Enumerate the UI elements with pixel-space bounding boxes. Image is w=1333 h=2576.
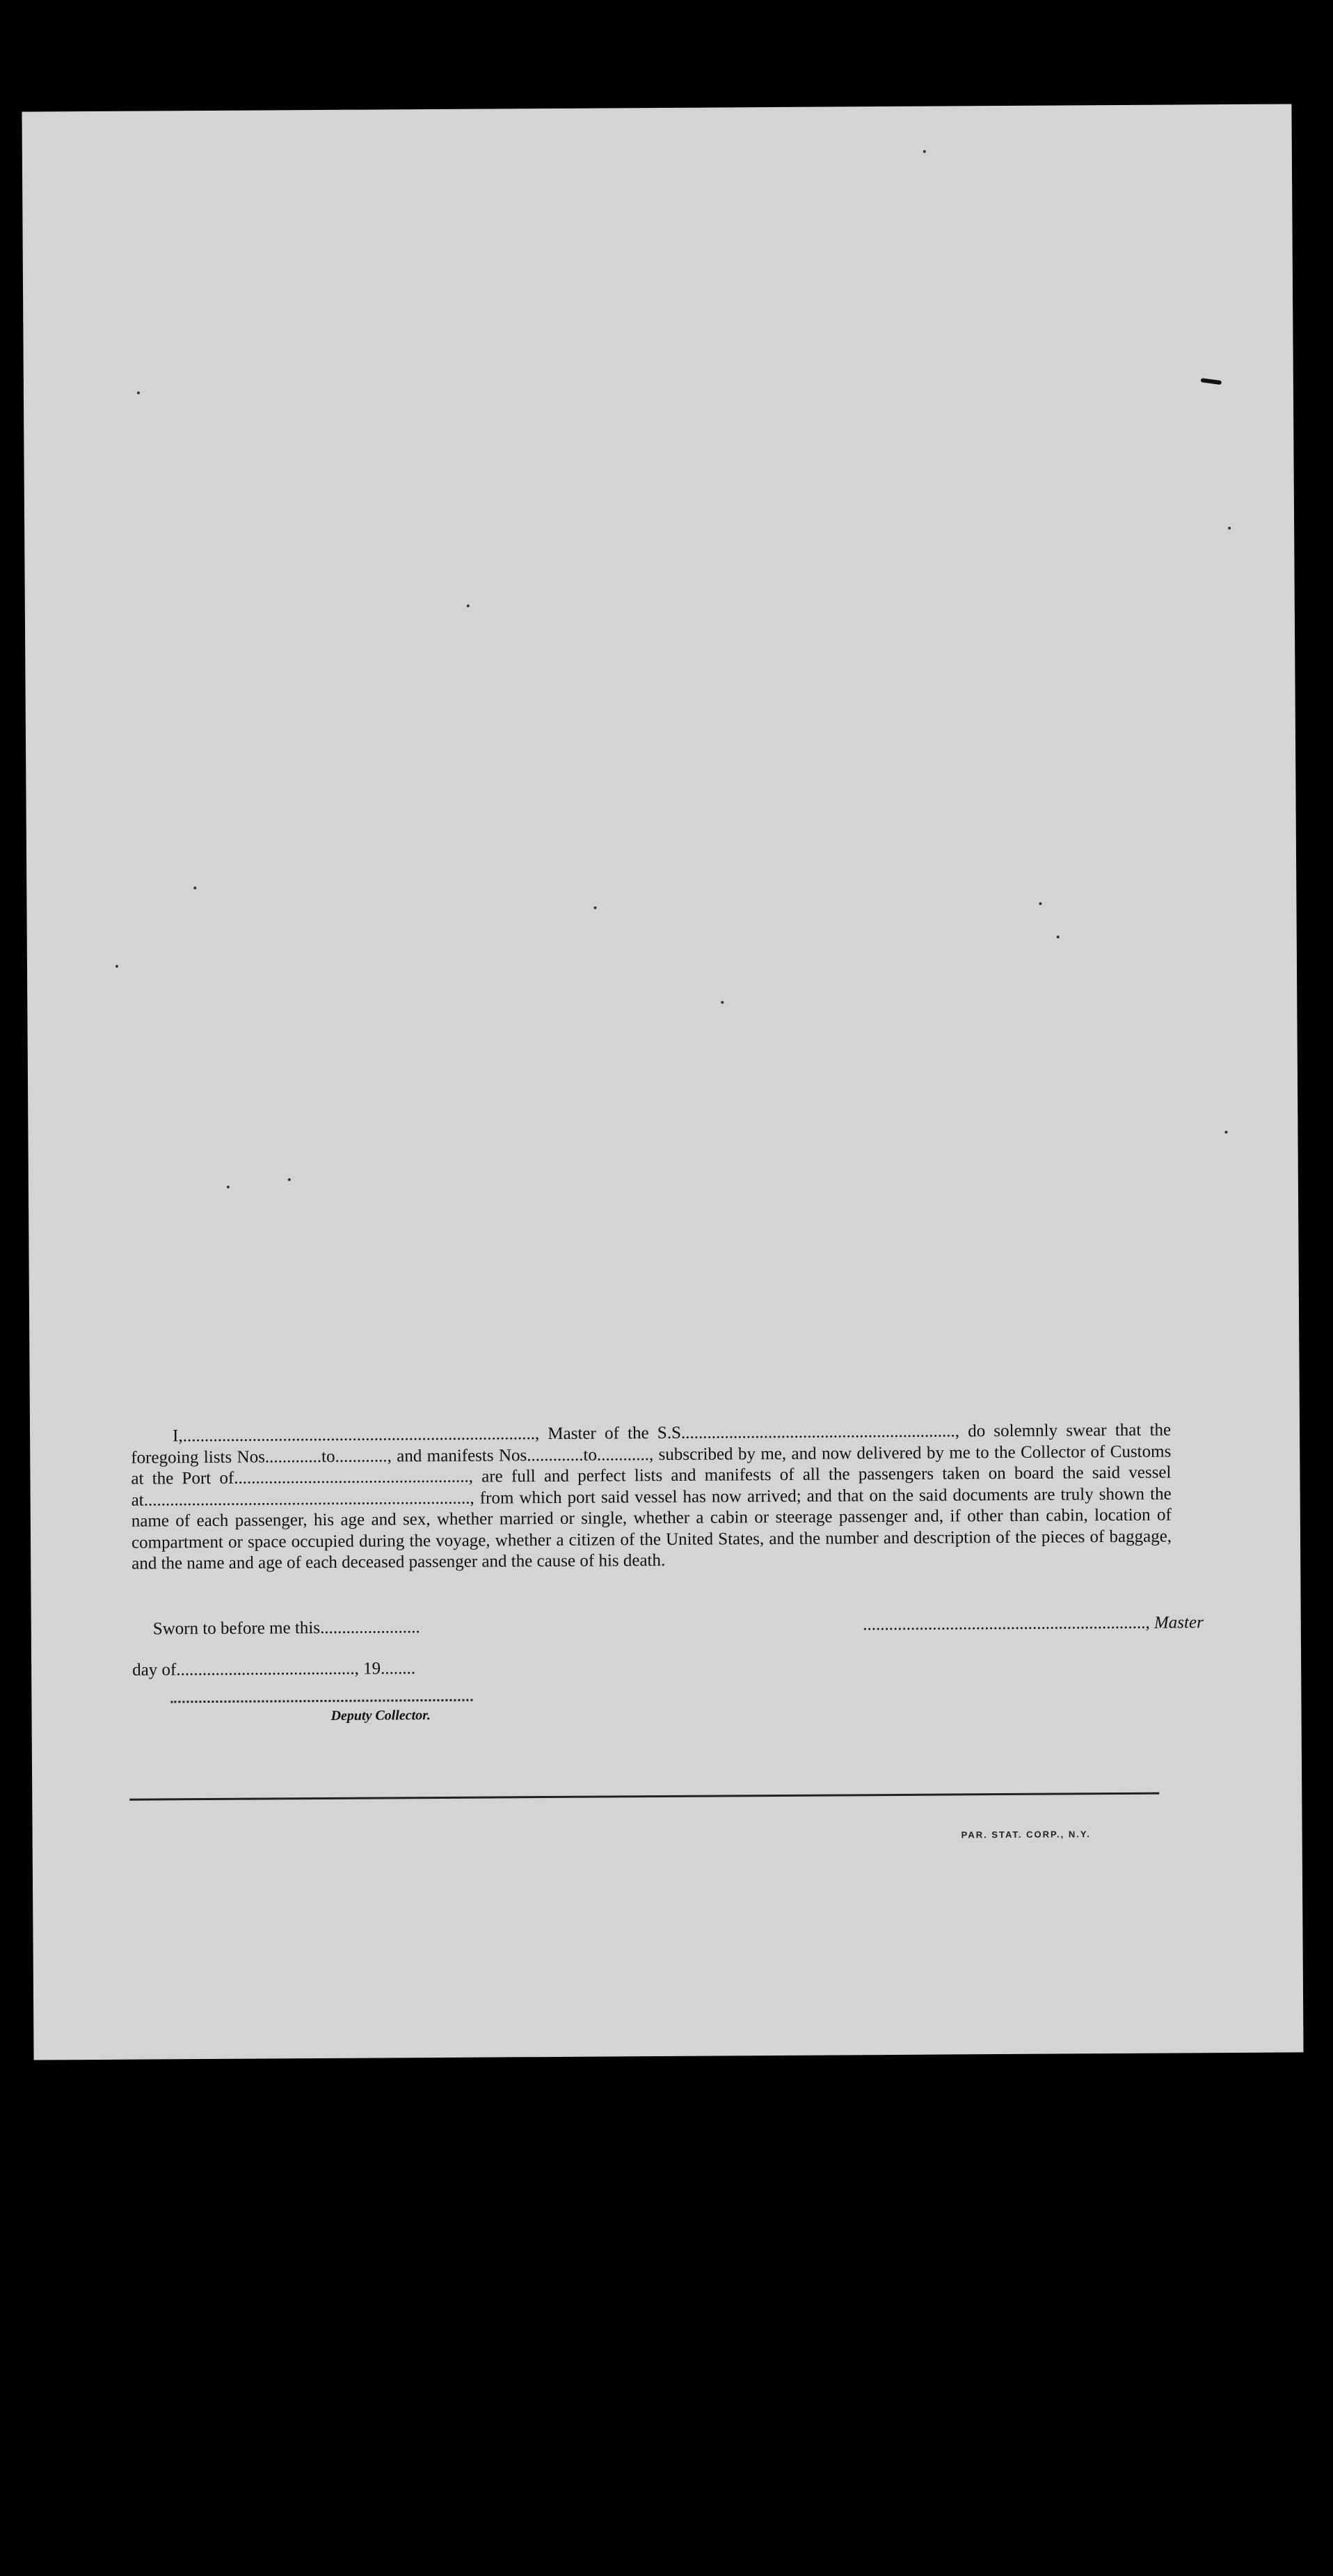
day-line: day of........................................., 19........ xyxy=(132,1659,416,1680)
paper-speck xyxy=(288,1178,291,1181)
paper-speck xyxy=(227,1186,230,1188)
paper-speck xyxy=(721,1001,724,1003)
paper-speck xyxy=(593,907,596,909)
collector-signature-line xyxy=(170,1699,472,1703)
paper-speck xyxy=(1057,936,1060,939)
printer-imprint: PAR. STAT. CORP., N.Y. xyxy=(961,1829,1091,1840)
paper-speck xyxy=(1224,1131,1227,1134)
edge-mark xyxy=(1201,378,1222,385)
document-page xyxy=(22,104,1303,2060)
paper-speck xyxy=(467,605,470,607)
master-signature-line xyxy=(863,1613,1204,1635)
paper-speck xyxy=(115,965,118,968)
master-label: Master xyxy=(1154,1613,1204,1632)
paper-speck xyxy=(923,150,926,153)
paper-speck xyxy=(1039,903,1041,905)
oath-text: I,................................................................................., Master of the S.S..............................................................., do solemnly swear that the foregoing lists Nos.............to............, and manifests Nos.............to............, subscribed by me, and now delivered by me to the Collector of Customs at the Port of......................................................, are full and perfect lists and manifests of all the passengers taken on board the said vessel at..........................................................................., from which port said vessel has now arrived; and that on the said documents are truly shown the name of each passenger, his age and sex, whether married or single, whether a cabin or steerage passenger and, if other than cabin, location of compartment or space occupied during the voyage, whether a citizen of the United States, and the number and description of the pieces of baggage, and the name and age of each deceased passenger and the cause of his death. xyxy=(131,1420,1172,1573)
horizontal-rule xyxy=(129,1792,1159,1801)
paper-speck xyxy=(137,392,140,395)
paper-speck xyxy=(193,887,196,889)
paper-speck xyxy=(1228,527,1231,530)
deputy-collector-label: Deputy Collector. xyxy=(330,1708,431,1724)
oath-paragraph xyxy=(131,1420,1172,1575)
master-signature-dots: ................................................................., xyxy=(863,1613,1150,1635)
sworn-line: Sworn to before me this....................... xyxy=(152,1618,420,1639)
